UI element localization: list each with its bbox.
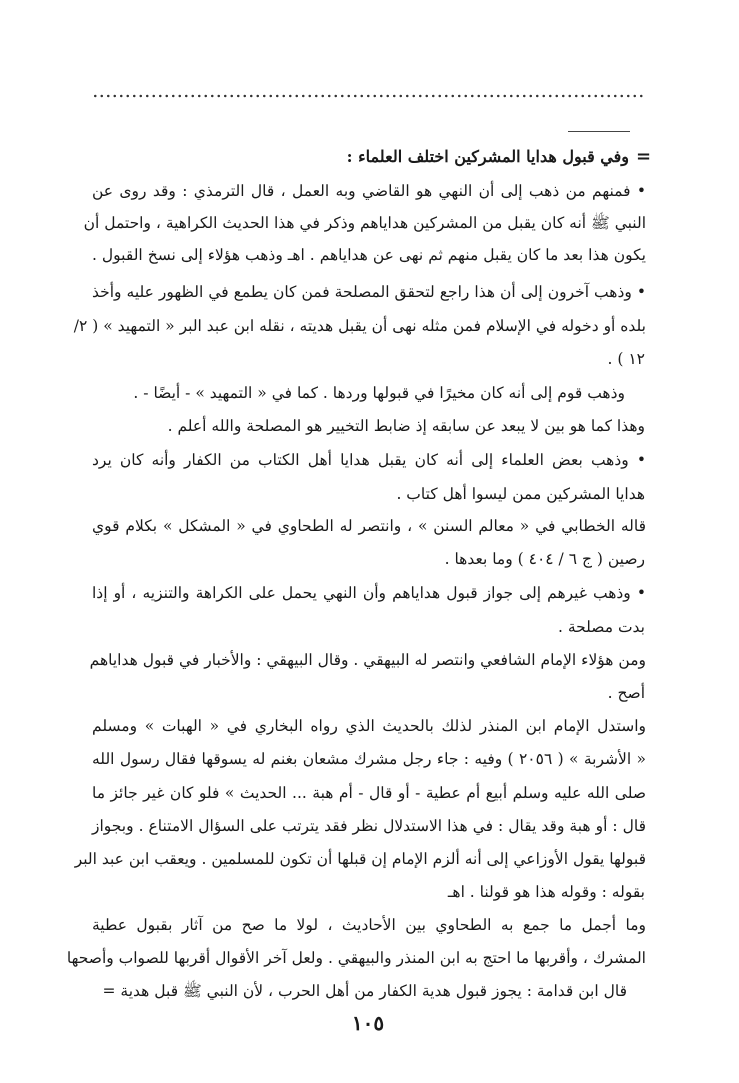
text-line: المشرك ، وأقربها ما احتج به ابن المنذر والبيهقي . ولعل آخر الأقوال أقربها للصواب وأصحها: [66, 949, 646, 967]
page-number: ١٠٥: [351, 1011, 385, 1035]
text-line: يكون هذا بعد ما كان يقبل منهم ثم نهى عن هداياهم . اهـ وذهب هؤلاء إلى نسخ القبول .: [92, 246, 646, 264]
text-line: قال : أو هبة وقد يقال : في هذا الاستدلال نظر فقد يترتب على السؤال الامتناع . وبجواز: [92, 817, 646, 835]
text-line: النبي ﷺ أنه كان يقبل من المشركين هداياهم وذكر في هذا الحديث الكراهية ، واحتمل أن: [83, 214, 646, 232]
section-heading: وفي قبول هدايا المشركين اختلف العلماء :: [346, 147, 629, 166]
text-line: • وذهب آخرون إلى أن هذا راجع لتحقق المصلحة فمن كان يطمع في الظهور عليه وأخذ: [92, 283, 646, 301]
text-line: هدايا المشركين ممن ليسوا أهل كتاب .: [396, 485, 645, 503]
text-line: رصين ( ج ٦ / ٤٠٤ ) وما بعدها .: [444, 550, 645, 568]
text-line: • فمنهم من ذهب إلى أن النهي هو القاضي وبه العمل ، قال الترمذي : وقد روى عن: [92, 182, 646, 200]
text-line: واستدل الإمام ابن المنذر لذلك بالحديث الذي رواه البخاري في « الهبات » ومسلم: [92, 717, 646, 735]
text-line: وما أجمل ما جمع به الطحاوي بين الأحاديث ، لولا ما صح من آثار بقبول عطية: [92, 916, 646, 934]
text-line: بقوله : وقوله هذا هو قولنا . اهـ: [447, 883, 645, 901]
text-line: بدت مصلحة .: [557, 618, 645, 636]
text-line: أصح .: [607, 684, 645, 702]
text-line: « الأشربة » ( ٢٠٥٦ ) وفيه : جاء رجل مشرك مشعان بغنم له يسوقها فقال رسول الله: [92, 750, 647, 768]
text-line: قبولها يقول الأوزاعي إلى أنه ألزم الإمام إن قبلها أن تكون للمسلمين . ويعقب ابن عبد البر: [74, 850, 646, 868]
dotted-rule: [92, 94, 644, 98]
text-line: وهذا كما هو بين لا يبعد عن سابقه إذ ضابط التخيير هو المصلحة والله أعلم .: [167, 417, 645, 435]
text-line: قاله الخطابي في « معالم السنن » ، وانتصر له الطحاوي في « المشكل » بكلام قوي: [92, 517, 646, 535]
text-line: صلى الله عليه وسلم أبيع أم عطية - أو قال - أم هبة ... الحديث » فلو كان غير جائز ما: [92, 784, 646, 802]
text-line: وذهب قوم إلى أنه كان مخيرًا في قبولها وردها . كما في « التمهيد » - أيضًا - .: [133, 384, 625, 402]
continuation-marker: =: [636, 146, 652, 167]
text-line: بلده أو دخوله في الإسلام فمن مثله نهى أن يقبل هديته ، نقله ابن عبد البر « التمهيد » ( ٢/: [73, 317, 646, 335]
text-line: • وذهب غيرهم إلى جواز قبول هداياهم وأن النهي يحمل على الكراهة والتنزيه ، أو إذا: [92, 584, 646, 602]
text-line: ١٢ ) .: [607, 350, 645, 368]
short-rule: [568, 131, 630, 132]
text-line: • وذهب بعض العلماء إلى أنه كان يقبل هدايا أهل الكتاب من الكفار وأنه كان يرد: [92, 451, 646, 469]
text-line: قال ابن قدامة : يجوز قبول هدية الكفار من أهل الحرب ، لأن النبي ﷺ قبل هدية =: [102, 982, 627, 1000]
text-line: ومن هؤلاء الإمام الشافعي وانتصر له البيهقي . وقال البيهقي : والأخبار في قبول هداياهم: [89, 651, 646, 669]
